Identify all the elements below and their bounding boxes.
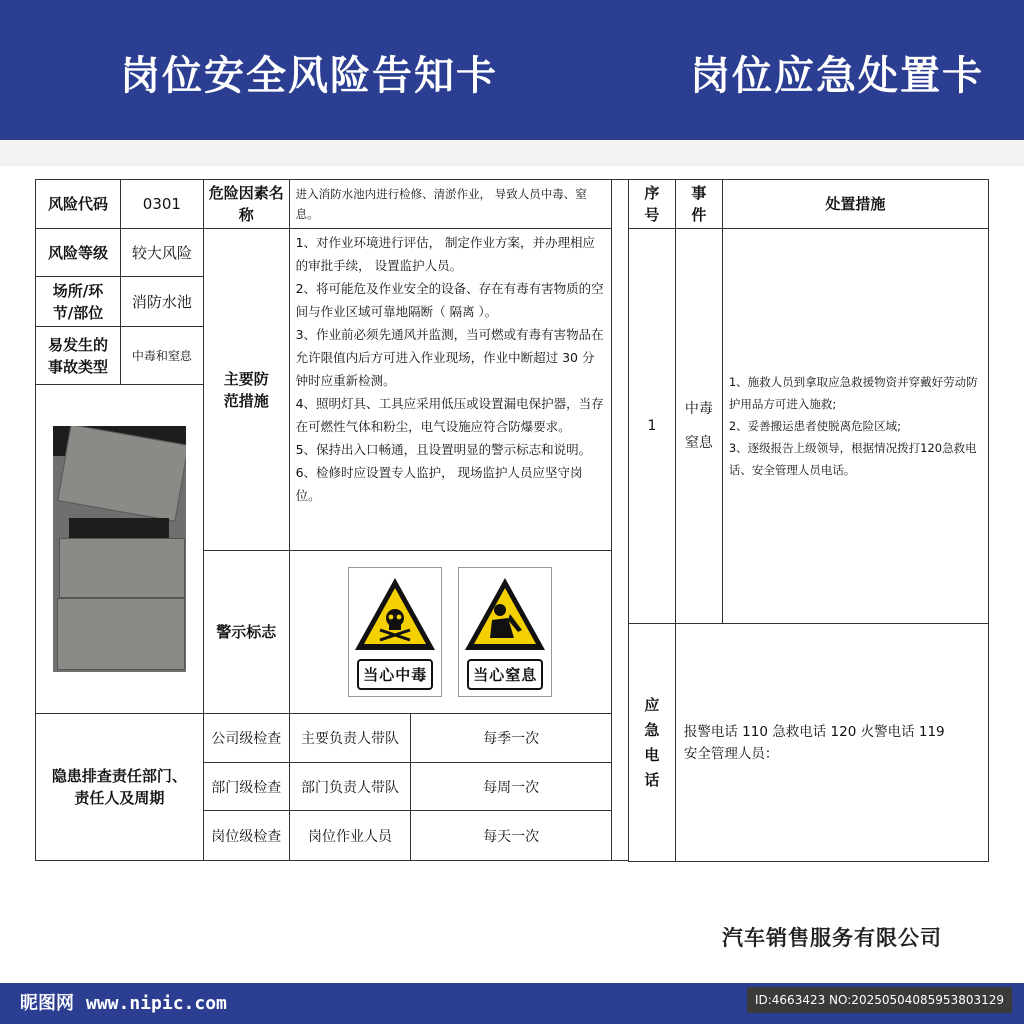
- location-value: 消防水池: [120, 277, 203, 327]
- company-name: 汽车销售服务有限公司: [722, 926, 942, 950]
- inspection-level: 公司级检查: [203, 714, 289, 763]
- table-gap: [612, 179, 628, 861]
- measure-item: 3、作业前必须先通风并监测，当可燃或有毒有害物品在允许限值内后方可进入作业现场，作业中断超过 30 分钟时应重新检测。: [295, 327, 604, 388]
- sign-label: 当心中毒: [357, 659, 433, 690]
- measure-item: 4、照明灯具、工具应采用低压或设置漏电保护器，当存在可燃性气体和粉尘，电气设施应符合防爆要求。: [295, 396, 604, 434]
- watermark-brand: [20, 989, 227, 1015]
- inspection-person: 主要负责人带队: [289, 714, 411, 763]
- measure-header: 处置措施: [722, 180, 988, 229]
- sign-suffocation: [458, 567, 552, 697]
- site-photo: [53, 426, 186, 672]
- emergency-measure-item: 2、妥善搬运患者使脱离危险区域;: [728, 419, 902, 433]
- header-gap: [0, 140, 1024, 166]
- accident-label: 易发生的事故类型: [36, 327, 121, 385]
- phone-info: [675, 624, 988, 862]
- risk-level-value: 较大风险: [120, 229, 203, 277]
- seq-header: 序号: [629, 180, 676, 229]
- location-label: 场所/环节/部位: [36, 277, 121, 327]
- inspection-label: 隐患排查责任部门、责任人及周期: [36, 714, 204, 861]
- risk-level-label: 风险等级: [36, 229, 121, 277]
- inspection-person: 部门负责人带队: [289, 763, 411, 811]
- title-risk-card: 岗位安全风险告知卡: [120, 52, 498, 99]
- measure-item: 6、检修时应设置专人监护， 现场监护人员应坚守岗位。: [295, 465, 583, 503]
- warning-signs: [289, 551, 611, 714]
- sign-label: 当心窒息: [467, 659, 543, 690]
- inspection-cycle: 每季一次: [411, 714, 612, 763]
- image-id-label: ID:4663423 NO:20250504085953803129: [747, 987, 1012, 1013]
- warning-label: 警示标志: [203, 551, 289, 714]
- phone-line: 报警电话 110 急救电话 120 火警电话 119: [683, 723, 945, 740]
- accident-value: 中毒和窒息: [120, 327, 203, 385]
- emergency-measure-item: 1、施救人员到拿取应急救援物资并穿戴好劳动防护用品方可进入施救;: [728, 375, 978, 411]
- event-header: 事件: [675, 180, 722, 229]
- measure-item: 2、将可能危及作业安全的设备、存在有毒有害物质的空间与作业区域可靠地隔断（ 隔离 ）。: [295, 281, 604, 319]
- emergency-table: [628, 179, 989, 862]
- hazard-label: 危险因素名称: [203, 180, 289, 229]
- footer-bar: [0, 983, 1024, 1024]
- suffocation-icon: [462, 574, 548, 654]
- risk-code-label: 风险代码: [36, 180, 121, 229]
- measures-label-text: 主要防范措施: [223, 369, 269, 410]
- phone-label: 应急电话: [629, 624, 676, 862]
- measures-label: [203, 229, 289, 551]
- header-banner: [0, 0, 1024, 140]
- skull-crossbones-icon: [352, 574, 438, 654]
- title-emergency-card: 岗位应急处置卡: [690, 52, 984, 99]
- seq-value: 1: [629, 229, 676, 624]
- inspection-cycle: 每周一次: [411, 763, 612, 811]
- inspection-level: 部门级检查: [203, 763, 289, 811]
- emergency-measure-item: 3、逐级报告上级领导，根据情况拨打120急救电话、安全管理人员电话。: [728, 441, 977, 477]
- inspection-cycle: 每天一次: [411, 811, 612, 861]
- measures-list: [289, 229, 611, 551]
- hazard-value: 进入消防水池内进行检修、清淤作业， 导致人员中毒、窒息。: [289, 180, 611, 229]
- measure-item: 1、对作业环境进行评估， 制定作业方案，并办理相应的审批手续， 设置监护人员。: [295, 235, 596, 273]
- inspection-level: 岗位级检查: [203, 811, 289, 861]
- measure-item: 5、保持出入口畅通，且设置明显的警示标志和说明。: [295, 442, 592, 457]
- emergency-measures: [722, 229, 988, 624]
- inspection-person: 岗位作业人员: [289, 811, 411, 861]
- brand-name: 昵图网: [20, 993, 74, 1014]
- site-photo-cell: [36, 385, 204, 714]
- event-value: 中毒窒息: [675, 229, 722, 624]
- brand-url[interactable]: www.nipic.com: [86, 993, 227, 1014]
- risk-code-value: 0301: [120, 180, 203, 229]
- safety-manager-line: 安全管理人员：: [683, 745, 779, 762]
- sign-poison: [348, 567, 442, 697]
- risk-table: [35, 179, 612, 861]
